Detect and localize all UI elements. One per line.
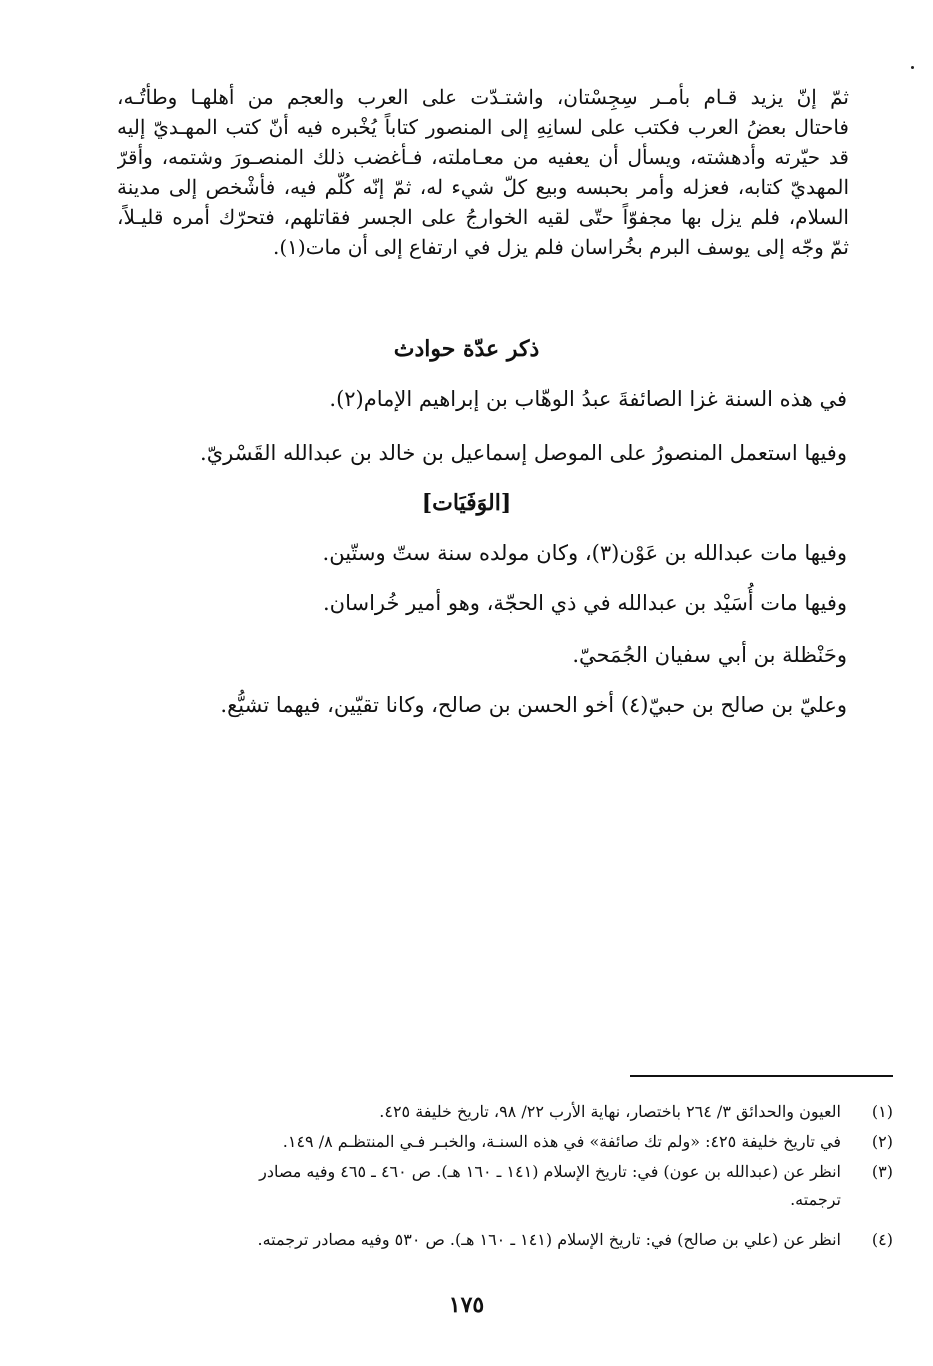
death-entry: وفيها مات عبدالله بن عَوْن(٣)، وكان مولده سنة ستّ وستّين. <box>322 541 847 565</box>
event-line: وفيها استعمل المنصورُ على الموصل إسماعيل بن خالد بن عبدالله القَسْريّ. <box>200 441 847 465</box>
footnote-number: (٤) <box>871 1230 893 1249</box>
footnote-text <box>87 1226 841 1254</box>
footnote-line: ترجمته. <box>790 1190 841 1209</box>
paragraph-line: فاحتال بعضُ العرب فكتب على لسانِهِ إلى المنصور كتاباً يُخْبره فيه أنّ كتب المهـديّ إليه <box>117 115 849 139</box>
stray-dot <box>911 66 914 69</box>
footnote-text <box>87 1158 841 1214</box>
paragraph-line: السلام، فلم يزل بها مجفوّاً حتّى لقيه الخوارجُ على الجسر فقاتلهم، فتحرّك أمره قليـلاً، <box>117 205 849 229</box>
page-number: ١٧٥ <box>448 1292 485 1318</box>
paragraph-line: المهديّ كتابه، فعزله وأمر بحبسه وبيع كلّ شيء له، ثمّ إنّه كُلّم فيه، فأُشْخص إلى مدينة <box>117 175 849 199</box>
death-entry: وعليّ بن صالح بن حبيّ(٤) أخو الحسن بن صالح، وكانا تقيّين، فيهما تشيُّع. <box>220 693 847 717</box>
footnote-separator <box>630 1075 893 1077</box>
section-heading-events: ذكر عدّة حوادث <box>393 336 540 362</box>
footnote-number: (٣) <box>871 1162 893 1181</box>
main-paragraph <box>117 82 849 262</box>
footnote-line: العيون والحدائق ٣/ ٢٦٤ باختصار، نهاية الأرب ٢٢/ ٩٨، تاريخ خليفة ٤٢٥. <box>379 1102 841 1121</box>
paragraph-line: ثمّ وجّه إلى يوسف البرم بخُراسان فلم يزل في ارتفاع إلى أن مات(١). <box>272 235 849 259</box>
footnote-line: انظر عن (علي بن صالح) في: تاريخ الإسلام (١٤١ ـ ١٦٠ هـ). ص ٥٣٠ وفيه مصادر ترجمته. <box>257 1230 841 1249</box>
event-line: في هذه السنة غزا الصائفةَ عبدُ الوهّاب بن إبراهيم الإمام(٢). <box>329 387 847 411</box>
paragraph-line: ثمّ إنّ يزيد قـام بأمـر سِجِسْتان، واشتـدّت على العرب والعجم من أهلهـا وطأتُـه، <box>117 85 849 109</box>
death-entry: وحَنْظلة بن أبي سفيان الجُمَحيّ. <box>572 643 847 667</box>
footnote-text <box>87 1128 841 1156</box>
footnote-line: انظر عن (عبدالله بن عون) في: تاريخ الإسلام (١٤١ ـ ١٦٠ هـ). ص ٤٦٠ ـ ٤٦٥ وفيه مصادر <box>259 1162 841 1181</box>
footnote <box>87 1158 893 1214</box>
footnote-text <box>87 1098 841 1126</box>
footnote <box>87 1098 893 1126</box>
section-heading-deaths: [الوَفَيَات] <box>421 490 512 516</box>
footnote <box>87 1226 893 1254</box>
death-entry: وفيها مات أُسَيْد بن عبدالله في ذي الحجّة، وهو أمير خُراسان. <box>323 591 847 615</box>
footnote-line: في تاريخ خليفة ٤٢٥: «ولم تك صائفة» في هذه السنـة، والخبـر فـي المنتظـم ٨/ ١٤٩. <box>282 1132 841 1151</box>
footnote-number: (١) <box>871 1102 893 1121</box>
footnote-number: (٢) <box>871 1132 893 1151</box>
paragraph-line: قد حيّرته وأدهشته، ويسأل أن يعفيه من معـاملته، فـأغضب ذلك المنصـورَ وشتمه، وأقرّ <box>117 145 849 169</box>
footnote <box>87 1128 893 1156</box>
